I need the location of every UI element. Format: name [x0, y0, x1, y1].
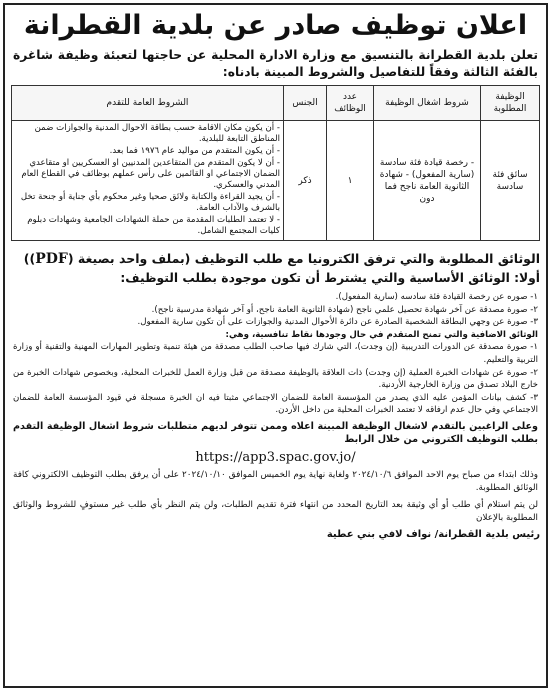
list-item: ٢- صورة مصدقة عن آخر شهادة تحصيل علمي ناجح (شهادة الثانوية العامة ناجح، أو آخر شهادة مدرسية ناجح). — [151, 304, 538, 315]
basic-documents-heading: أولا: الوثائق الأساسية والتي يشترط أن تكون موجودة بطلب التوظيف: — [120, 271, 540, 285]
condition-item: - لا تعتمد الطلبات المقدمة من حملة الشهادات الجامعية وشهادات دبلوم كليات المجتمع الشامل. — [27, 215, 280, 236]
cell-job: سائق فئة سادسة — [481, 121, 540, 241]
condition-item: - أن يكون المتقدم من مواليد عام ١٩٧٦ فما بعد. — [109, 146, 280, 156]
header-conditions: الشروط العامة للتقدم — [12, 86, 284, 121]
documents-heading-text: الوثائق المطلوبة والتي ترفق الكترونيا مع طلب التوظيف (بملف واحد بصيغة ( — [67, 251, 540, 266]
table-row — [12, 121, 540, 241]
cell-count: ١ — [327, 121, 374, 241]
list-item: ٢- صورة عن شهادات الخبرة العملية (إن وجدت) ذات العلاقة بالوظيفة مصدقة من قبل وزارة العمل للخبرات المحلية، وبخصوص شهادات الخبرة من خارج البلاد تصدق من وزارة الخارجية الأردنية. — [13, 367, 538, 391]
list-item: ٣- كشف بيانات المؤمن عليه الذي يصدر من المؤسسة العامة للضمان الاجتماعي مثبتا فيه ان الخبرة مسجلة في قيود المؤسسة العامة للضمان الاجتماعي وفي حال عدم ارفاقه لا تعتمد الخبرات المحلية من داخل الأردن. — [13, 392, 538, 416]
header-requirements: شروط اشغال الوظيفة — [374, 86, 481, 121]
application-link[interactable]: https://app3.spac.gov.jo/ — [195, 449, 356, 465]
late-applications-notice: لن يتم استلام أي طلب أو أي وثيقة بعد التاريخ المحدد من انتهاء فترة تقديم الطلبات، ولن يتم النظر بأي طلب غير مستوفٍ للشروط والوثائق المطلوبة بالإعلان — [13, 499, 538, 523]
cell-requirements: - رخصة قيادة فئة سادسة (سارية المفعول) - شهادة الثانوية العامة ناجح فما دون — [374, 121, 481, 241]
pdf-label: PDF — [35, 251, 68, 267]
condition-item: - أن لا يكون المتقدم من المتقاعدين المدنيين او العسكريين او متقاعدي الضمان الاجتماعي او القائمين على رأس عملهم بوظائف في القطاع العام المدني والعسكري. — [21, 158, 280, 190]
documents-list — [13, 291, 538, 417]
signature: رئيس بلدية القطرانة/ نواف لافي بني عطية — [326, 528, 540, 540]
list-item: ٣- صورة عن وجهي البطاقة الشخصية الصادرة عن دائرة الأحوال المدنية والجوازات على أن تكون سارية المفعول. — [137, 317, 538, 328]
announcement-intro: تعلن بلدية القطرانة بالتنسيق مع وزارة الادارة المحلية عن حاجتها لتعبئة وظيفة شاغرة بالفئة الثالثة وفقاً للتفاصيل والشروط المبينة بادناه: — [13, 48, 538, 79]
cell-conditions — [12, 121, 284, 241]
condition-item: - أن يكون مكان الاقامة حسب بطاقة الاحوال المدنية والجوازات ضمن المناطق التابعة للبلدية. — [34, 123, 280, 144]
condition-item: - أن يجيد القراءة والكتابة ولائق صحيا وغير محكوم بأي جناية أو جنحة تخل بالشرف والآداب العامة. — [20, 192, 280, 213]
job-announcement — [3, 3, 548, 688]
documents-heading — [11, 250, 540, 268]
jobs-table-header — [12, 86, 540, 121]
extra-documents-heading: الوثائق الاضافية والتي تمنح المتقدم في حال وجودها نقاط تنافسية، وهي: — [225, 329, 538, 340]
header-gender: الجنس — [284, 86, 327, 121]
documents-heading-end: )) — [23, 251, 36, 266]
list-item: ١- صوره عن رخصة القيادة فئة سادسه (سارية المفعول). — [335, 292, 538, 302]
header-count: عدد الوظائف — [327, 86, 374, 121]
jobs-table — [11, 85, 540, 241]
announcement-title: اعلان توظيف صادر عن بلدية القطرانة — [23, 10, 528, 41]
list-item: ١- صورة مصدقة عن الدورات التدريبية (إن وجدت)، التي شارك فيها صاحب الطلب مصدقة من هيئة تنمية وتطوير المهارات المهنية والتقنية أو وزارة التربية والتعليم. — [13, 342, 538, 365]
application-period: وذلك ابتداء من صباح يوم الاحد الموافق ٢٠٢٤/١٠/٦ ولغاية نهاية يوم الخميس الموافق ٢٠٢٤/١٠/١٠ على أن يرفق بطلب التوظيف الالكتروني كافة الوثائق المطلوبة. — [13, 469, 538, 493]
applicants-paragraph: وعلى الراغبين بالتقدم لاشغال الوظيفة المبينة اعلاه وممن تتوفر لديهم متطلبات شروط اشغال الوظيفة التقدم بطلب التوظيف الكتروني من خلال الرابط — [13, 420, 538, 445]
cell-gender: ذكر — [284, 121, 327, 241]
header-job: الوظيفة المطلوبة — [481, 86, 540, 121]
